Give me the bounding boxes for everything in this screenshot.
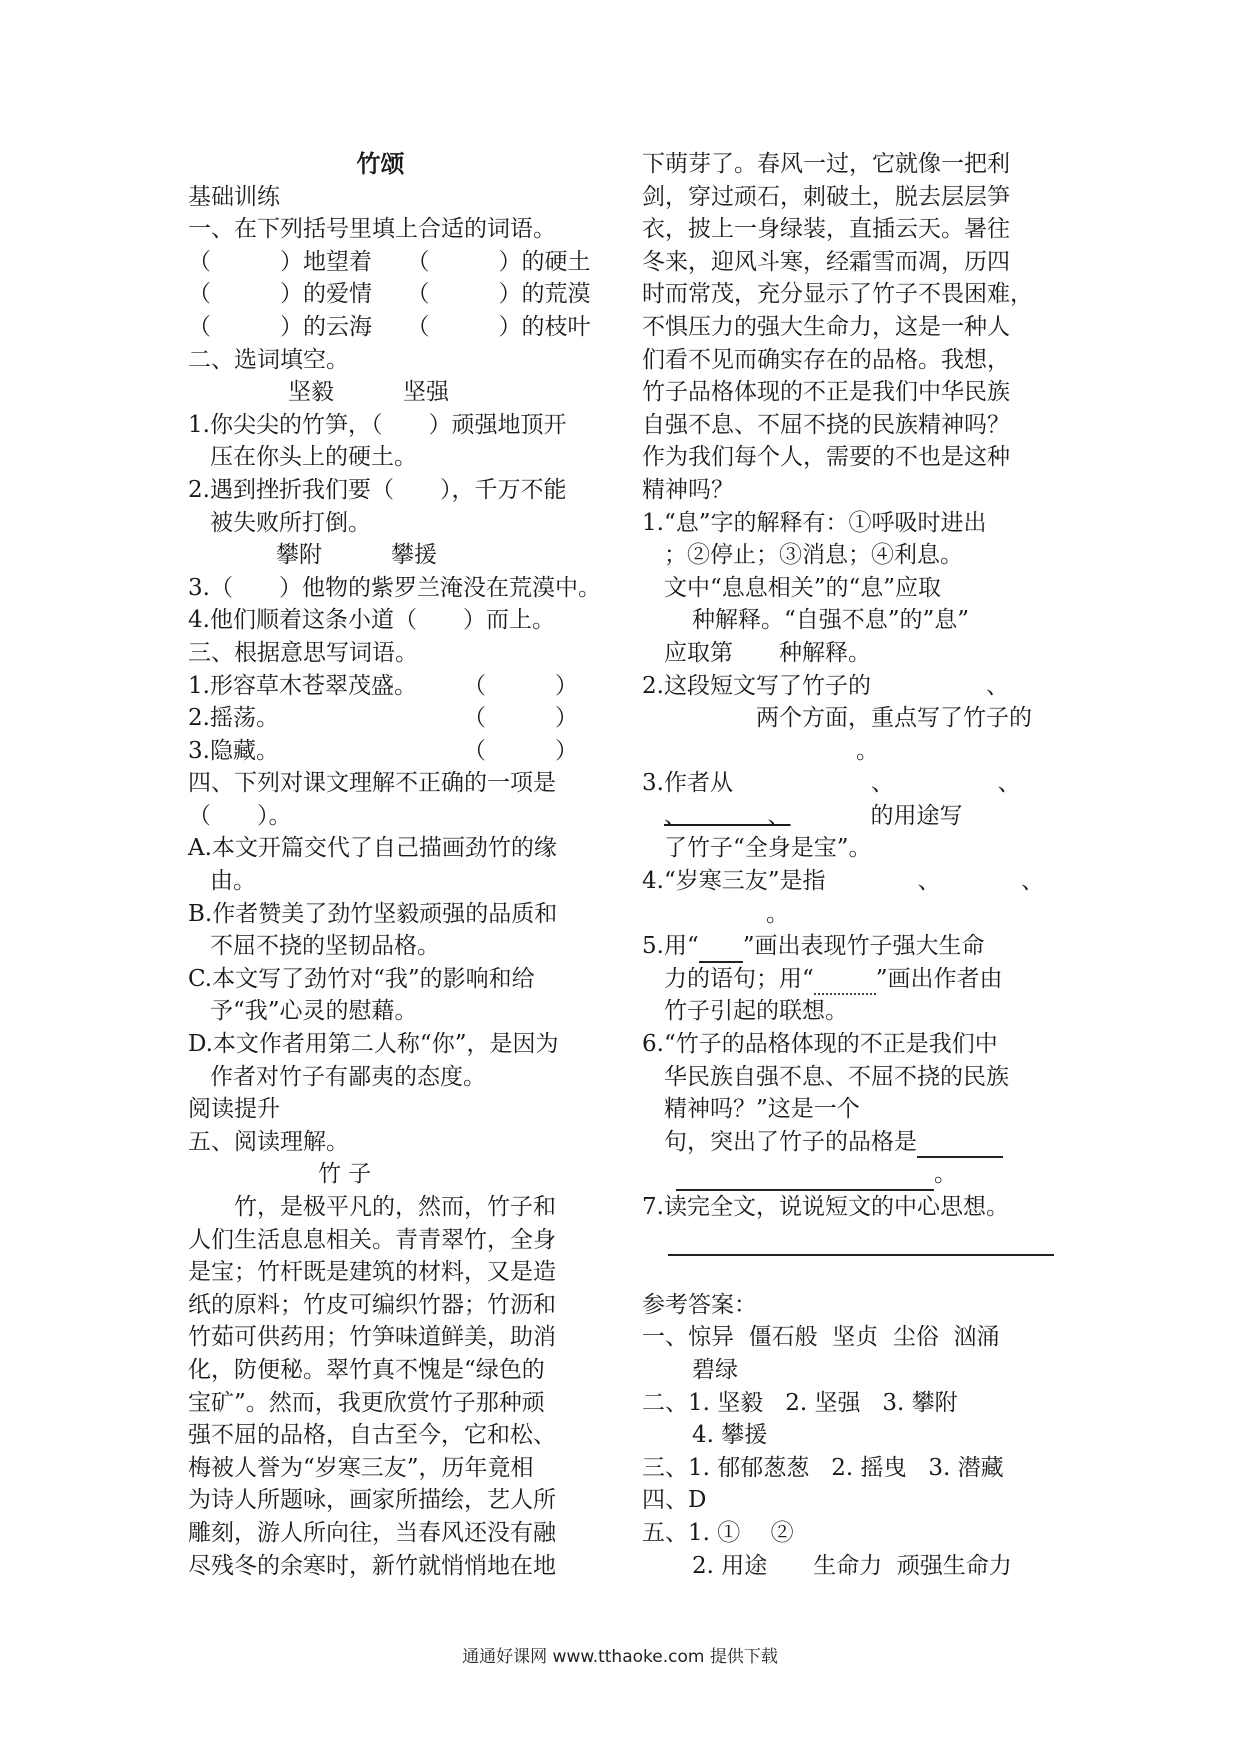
passage-line: 精神吗？ (642, 476, 734, 503)
reading-q6-text: 句，突出了竹子的品格是 (664, 1128, 917, 1155)
passage-line: 自强不息、不屈不挠的民族精神吗？ (642, 411, 1010, 438)
answer-1: 一、惊异 僵石般 坚贞 尘俗 汹涌 (642, 1324, 1000, 1351)
question-4-heading: 四、下列对课文理解不正确的一项是 (188, 770, 556, 797)
straight-line-symbol (699, 937, 743, 963)
option-d-cont: 作者对竹子有鄙夷的态度。 (210, 1063, 486, 1090)
question-4-heading-cont: （ ）。 (188, 802, 292, 829)
passage-line: 时而常茂，充分显示了竹子不畏困难， (642, 281, 1033, 308)
option-c-cont: 予“我”心灵的慰藉。 (210, 998, 418, 1025)
reading-q5-text: 5.用“ (642, 933, 699, 960)
reading-q6-cont: 精神吗？”这是一个 (664, 1096, 860, 1123)
passage-line: 下萌芽了。春风一过，它就像一把利 (642, 151, 1010, 177)
reading-q5-text: ”画出作者由 (875, 965, 1003, 992)
reading-q6-text: 。 (934, 1161, 957, 1188)
reading-q1: 1.“息”字的解释有：①呼吸时进出 (642, 509, 987, 536)
reading-q2-cont: 两个方面，重点写了竹子的 (756, 705, 1032, 732)
left-column (188, 148, 603, 1582)
reading-q6-cont: 华民族自强不息、不屈不挠的民族 (664, 1063, 1009, 1090)
question-3-item: 2.摇荡。 （ ） (188, 705, 578, 732)
option-a: A.本文开篇交代了自己描画劲竹的缘 (188, 835, 557, 862)
answers-heading: 参考答案： (642, 1291, 757, 1318)
answer-2: 二、1. 坚毅 2. 坚强 3. 攀附 (642, 1389, 958, 1416)
option-a-cont: 由。 (210, 868, 256, 895)
question-2-item-cont: 被失败所打倒。 (210, 509, 371, 536)
reading-q4-cont: 。 (766, 900, 789, 927)
reading-q3-cont: 了竹子“全身是宝”。 (664, 835, 872, 862)
passage-line: 冬来，迎风斗寒，经霜雪而凋，历四 (642, 248, 1010, 275)
reading-q6-cont (642, 1158, 1062, 1191)
question-2-item: 3.（ ）他物的紫罗兰淹没在荒漠中。 (188, 574, 601, 601)
reading-q4: 4.“岁寒三友”是指 、 、 (642, 868, 1044, 895)
question-2-item-cont: 压在你头上的硬土。 (210, 444, 417, 471)
reading-q3-cont (642, 800, 1062, 833)
reading-q6-cont (642, 1126, 1062, 1159)
passage-line: 化，防便秘。翠竹真不愧是“绿色的 (188, 1356, 545, 1383)
question-2-item: 1.你尖尖的竹笋，（ ）顽强地顶开 (188, 411, 567, 438)
section-heading-basic: 基础训练 (188, 183, 280, 210)
option-b: B.作者赞美了劲竹坚毅顽强的品质和 (188, 900, 558, 927)
answer-5-cont: 2. 用途 生命力 顽强生命力 (692, 1552, 1012, 1579)
question-1-row: （ ）的爱情 （ ）的荒漠 (188, 281, 591, 308)
reading-q3: 3.作者从 、 、 (642, 770, 1021, 797)
answer-3: 三、1. 郁郁葱葱 2. 摇曳 3. 潜藏 (642, 1454, 1004, 1481)
page-title: 竹颂 (356, 149, 405, 178)
question-3-heading: 三、根据意思写词语。 (188, 639, 418, 666)
wavy-line-symbol (814, 969, 876, 995)
right-column (642, 148, 1062, 1582)
question-3-item: 1.形容草木苍翠茂盛。 （ ） (188, 672, 578, 699)
reading-q2: 2.这段短文写了竹子的 、 (642, 672, 1009, 699)
passage-title: 竹 子 (318, 1161, 372, 1188)
reading-q7: 7.读完全文，说说短文的中心思想。 (642, 1194, 1009, 1220)
footer-source: 通通好课网 www.tthaoke.com 提供下载 (462, 1647, 778, 1667)
section-heading-reading: 阅读提升 (188, 1096, 280, 1123)
passage-line: 纸的原料；竹皮可编织竹器；竹沥和 (188, 1291, 556, 1318)
reading-q5-cont (642, 963, 1062, 996)
passage-line: 剑，穿过顽石，刺破土，脱去层层笋 (642, 183, 1010, 210)
passage-line: 雕刻，游人所向往，当春风还没有融 (188, 1519, 556, 1546)
reading-q7-answer-line (642, 1224, 1062, 1257)
reading-q3-suffix: 的用途写 (870, 802, 963, 829)
passage-line: 们看不见而确实存在的品格。我想， (642, 346, 1010, 373)
passage-line: 宝矿”。然而，我更欣赏竹子那种顽 (188, 1389, 545, 1416)
reading-q5-cont: 竹子引起的联想。 (664, 998, 848, 1025)
option-d: D.本文作者用第二人称“你”，是因为 (188, 1031, 559, 1058)
passage-line: 梅被人誉为“岁寒三友”，历年竟相 (188, 1454, 534, 1481)
question-3-item: 3.隐藏。 （ ） (188, 737, 578, 764)
reading-q1-cont: 种解释。“自强不息”的”息” (692, 607, 970, 634)
answer-4: 四、D (642, 1487, 707, 1514)
answer-blank (917, 1132, 1003, 1158)
answer-5: 五、1. ① ② (642, 1519, 794, 1546)
answer-2-cont: 4. 攀援 (692, 1422, 768, 1449)
passage-line: 衣，披上一身绿装，直插云天。暑往 (642, 216, 1010, 243)
passage-line: 竹，是极平凡的，然而，竹子和 (188, 1194, 556, 1220)
question-1-row: （ ）地望着 （ ）的硬土 (188, 248, 591, 275)
passage-line: 为诗人所题咏，画家所描绘，艺人所 (188, 1487, 556, 1514)
passage-line: 竹茹可供药用；竹笋味道鲜美，助消 (188, 1324, 556, 1351)
passage-line: 竹子品格体现的不正是我们中华民族 (642, 379, 1010, 406)
answer-blank (668, 1230, 1054, 1256)
passage-line: 作为我们每个人，需要的不也是这种 (642, 444, 1010, 471)
passage-line: 强不屈的品格，自古至今，它和松、 (188, 1422, 556, 1449)
answer-blank (676, 1165, 934, 1191)
question-1-row: （ ）的云海 （ ）的枝叶 (188, 313, 591, 340)
passage-line: 尽残冬的余寒时，新竹就悄悄地在地 (188, 1552, 556, 1579)
passage-line: 不惧压力的强大生命力，这是一种人 (642, 313, 1010, 340)
passage-line: 是宝；竹杆既是建筑的材料，又是造 (188, 1259, 556, 1286)
spacer (642, 1256, 1062, 1289)
reading-q5-text: 力的语句；用“ (664, 965, 814, 992)
word-choice-pair: 坚毅 坚强 (288, 379, 449, 406)
reading-q1-cont: ；②停止；③消息；④利息。 (664, 542, 963, 569)
question-2-heading: 二、选词填空。 (188, 346, 349, 373)
answer-1-cont: 碧绿 (692, 1356, 738, 1383)
question-2-item: 4.他们顺着这条小道（ ）而上。 (188, 607, 555, 634)
reading-q5-text: ”画出表现竹子强大生命 (742, 933, 985, 960)
question-5-heading: 五、阅读理解。 (188, 1128, 349, 1155)
question-2-item: 2.遇到挫折我们要（ ），千万不能 (188, 476, 567, 503)
option-c: C.本文写了劲竹对“我”的影响和给 (188, 965, 535, 992)
reading-q2-cont: 。 (856, 737, 879, 764)
reading-q6: 6.“竹子的品格体现的不正是我们中 (642, 1031, 998, 1058)
word-choice-pair: 攀附 攀援 (276, 542, 437, 569)
passage-line: 人们生活息息相关。青青翠竹，全身 (188, 1226, 556, 1253)
reading-q1-cont: 应取第 种解释。 (664, 639, 871, 666)
option-b-cont: 不屈不挠的坚韧品格。 (210, 933, 440, 960)
reading-q5 (642, 930, 1062, 963)
reading-q3-blanks: 、 、 (664, 802, 791, 829)
reading-q1-cont: 文中“息息相关”的“息”应取 (664, 574, 942, 601)
question-1-heading: 一、在下列括号里填上合适的词语。 (188, 216, 556, 243)
